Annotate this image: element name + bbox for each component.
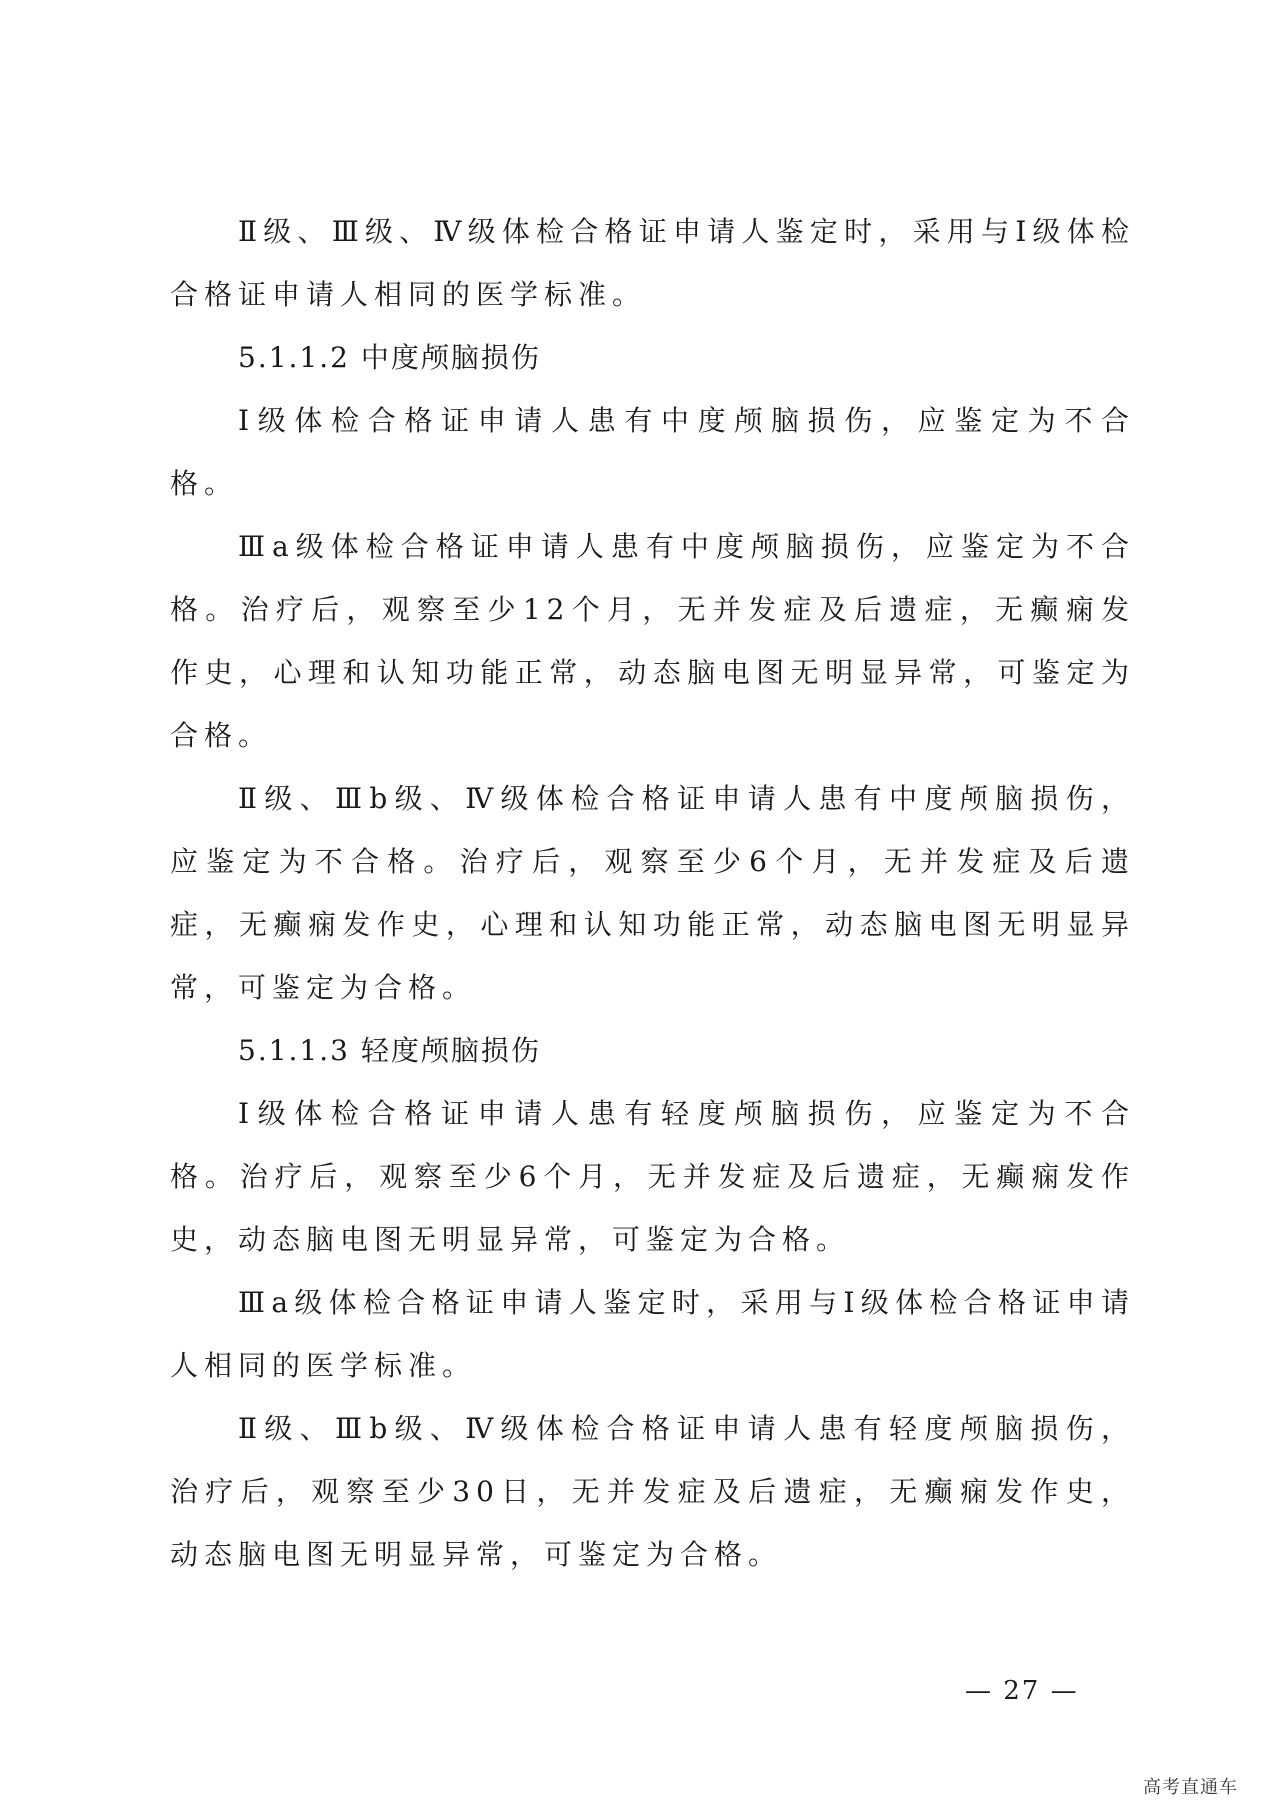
paragraph: Ⅲa级体检合格证申请人患有中度颅脑损伤，应鉴定为不合格。治疗后，观察至少12个月，无并发症及后遗症，无癫痫发作史，心理和认知功能正常，动态脑电图无明显异常，可鉴定为合格。: [170, 530, 1135, 752]
document-body: [170, 200, 1135, 1586]
page-number: — 27 —: [965, 1676, 1079, 1706]
section-heading: 5.1.1.3 轻度颅脑损伤: [238, 1034, 541, 1067]
paragraph: Ⅱ级、Ⅲ级、Ⅳ级体检合格证申请人鉴定时，采用与Ⅰ级体检合格证申请人相同的医学标准。: [170, 215, 1135, 311]
paragraph: Ⅲa级体检合格证申请人鉴定时，采用与Ⅰ级体检合格证申请人相同的医学标准。: [170, 1286, 1135, 1382]
watermark: 高考直通车: [1143, 1777, 1238, 1798]
paragraph: Ⅰ级体检合格证申请人患有中度颅脑损伤，应鉴定为不合格。: [170, 404, 1135, 500]
section-heading: 5.1.1.2 中度颅脑损伤: [238, 341, 541, 374]
paragraph: Ⅱ级、Ⅲb级、Ⅳ级体检合格证申请人患有轻度颅脑损伤，治疗后，观察至少30日，无并发症及后遗症，无癫痫发作史，动态脑电图无明显异常，可鉴定为合格。: [170, 1412, 1135, 1571]
paragraph: Ⅱ级、Ⅲb级、Ⅳ级体检合格证申请人患有中度颅脑损伤，应鉴定为不合格。治疗后，观察至少6个月，无并发症及后遗症，无癫痫发作史，心理和认知功能正常，动态脑电图无明显异常，可鉴定为合格。: [170, 782, 1135, 1004]
paragraph: Ⅰ级体检合格证申请人患有轻度颅脑损伤，应鉴定为不合格。治疗后，观察至少6个月，无并发症及后遗症，无癫痫发作史，动态脑电图无明显异常，可鉴定为合格。: [170, 1097, 1135, 1256]
